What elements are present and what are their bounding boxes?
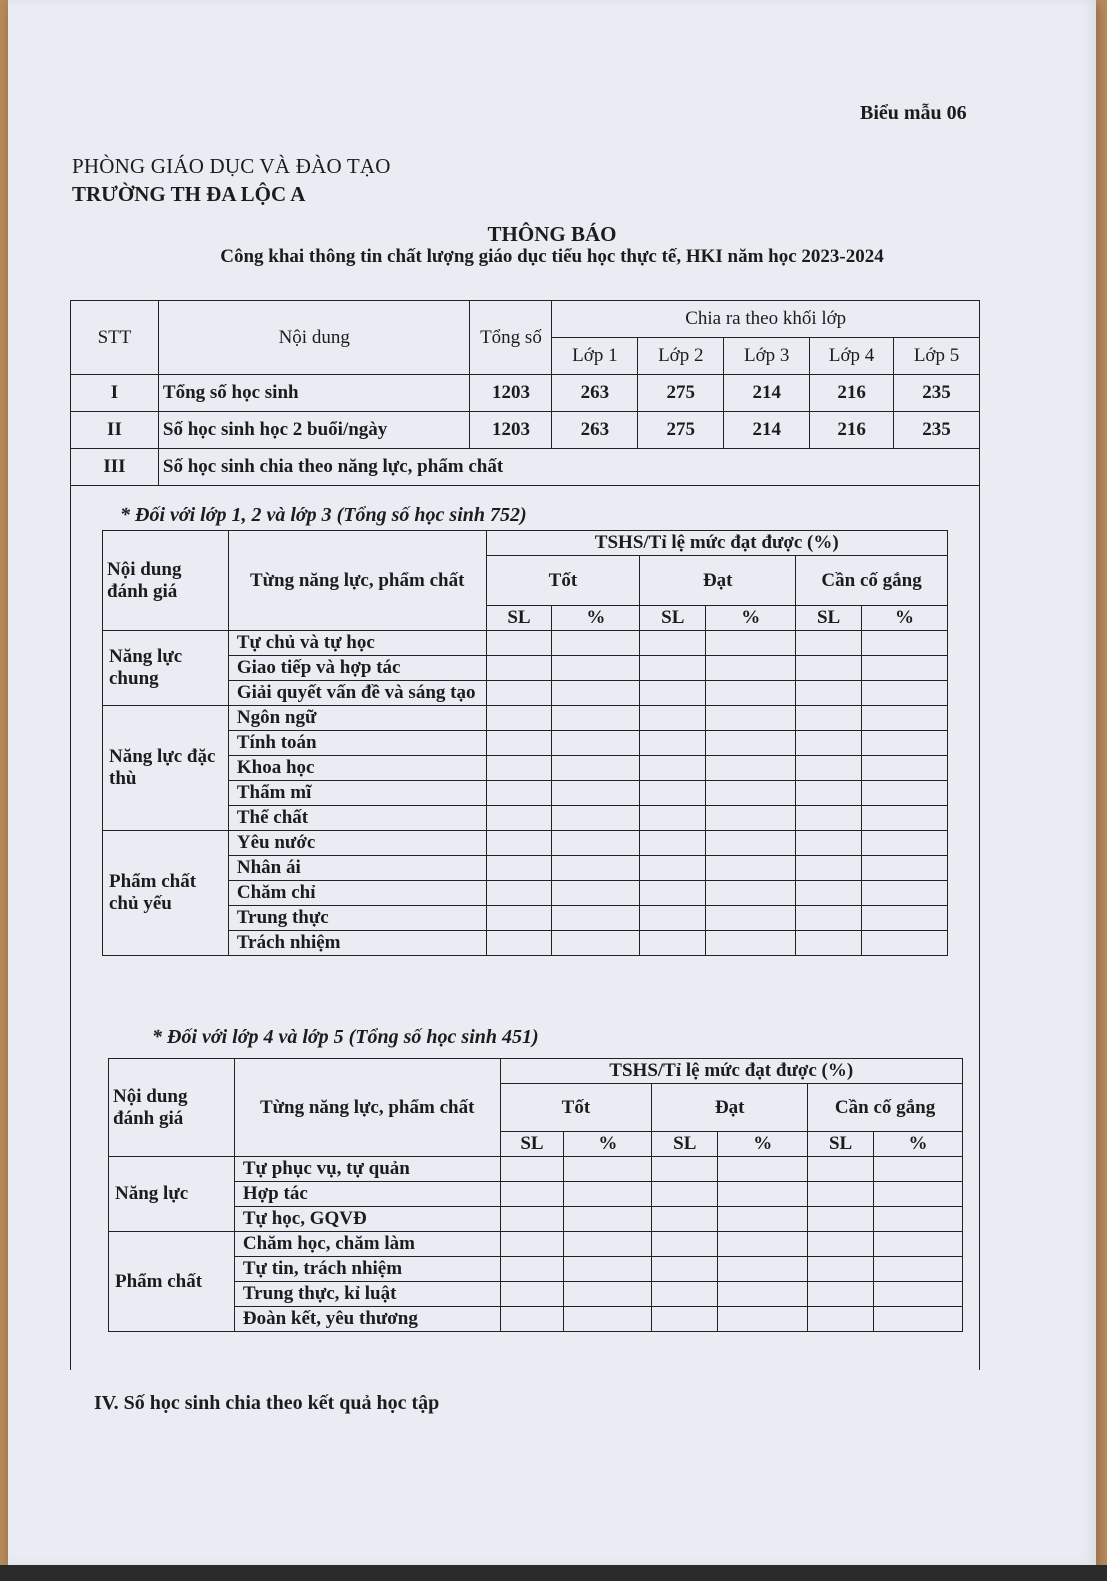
criterion-label: Trung thực, kỉ luật xyxy=(234,1282,500,1307)
criterion-label: Tự chủ và tự học xyxy=(228,631,486,656)
header-sl: SL xyxy=(486,606,552,631)
criterion-label: Chăm học, chăm làm xyxy=(234,1232,500,1257)
row-total: 1203 xyxy=(470,412,552,449)
header-grade: Lớp 5 xyxy=(894,338,980,375)
criterion-label: Thể chất xyxy=(228,806,486,831)
table-row xyxy=(109,1207,963,1232)
section-iv-heading: IV. Số học sinh chia theo kết quả học tập xyxy=(94,1392,440,1414)
row-label: Tổng số học sinh xyxy=(158,375,470,412)
row-value: 275 xyxy=(638,412,724,449)
criterion-label: Giao tiếp và hợp tác xyxy=(228,656,486,681)
row-value: 235 xyxy=(894,412,980,449)
header-sl: SL xyxy=(500,1132,564,1157)
row-value: 263 xyxy=(552,375,638,412)
table-row xyxy=(109,1282,963,1307)
criterion-label: Ngôn ngữ xyxy=(228,706,486,731)
header-sl: SL xyxy=(652,1132,718,1157)
table-row xyxy=(103,731,948,756)
table-row xyxy=(109,1232,963,1257)
row-stt: I xyxy=(71,375,159,412)
header-pct: % xyxy=(718,1132,808,1157)
criterion-label: Chăm chỉ xyxy=(228,881,486,906)
header-pct: % xyxy=(862,606,948,631)
table-row xyxy=(109,1257,963,1282)
row-value: 216 xyxy=(810,412,894,449)
header-criterion: Từng năng lực, phẩm chất xyxy=(234,1059,500,1157)
table-row xyxy=(103,831,948,856)
table-row xyxy=(71,375,980,412)
header-sl: SL xyxy=(796,606,862,631)
table-row xyxy=(103,706,948,731)
criterion-label: Nhân ái xyxy=(228,856,486,881)
criterion-label: Tự phục vụ, tự quản xyxy=(234,1157,500,1182)
header-level-pass: Đạt xyxy=(652,1084,808,1132)
header-grade: Lớp 4 xyxy=(810,338,894,375)
header-stt: STT xyxy=(71,301,159,375)
header-rate: TSHS/Tỉ lệ mức đạt được (%) xyxy=(486,531,947,556)
row-total: 1203 xyxy=(470,375,552,412)
group-name: Năng lực chung xyxy=(103,631,229,706)
header-pct: % xyxy=(564,1132,652,1157)
section-b-note: * Đối với lớp 4 và lớp 5 (Tổng số học sinh 451) xyxy=(152,1026,539,1048)
criterion-label: Khoa học xyxy=(228,756,486,781)
row-value: 214 xyxy=(724,375,810,412)
header-level-good: Tốt xyxy=(500,1084,652,1132)
table-row xyxy=(103,856,948,881)
school-name: TRƯỜNG TH ĐA LỘC A xyxy=(72,182,306,206)
header-pct: % xyxy=(874,1132,963,1157)
header-pct: % xyxy=(706,606,796,631)
table-row xyxy=(103,781,948,806)
table-row xyxy=(109,1157,963,1182)
header-content: Nội dung xyxy=(158,301,470,375)
header-sl: SL xyxy=(640,606,706,631)
row-value: 235 xyxy=(894,375,980,412)
criterion-label: Đoàn kết, yêu thương xyxy=(234,1307,500,1332)
document-title: THÔNG BÁO xyxy=(487,222,617,246)
criterion-label: Yêu nước xyxy=(228,831,486,856)
table-row xyxy=(103,906,948,931)
header-level-try: Cần cố gắng xyxy=(808,1084,963,1132)
header-grade: Lớp 3 xyxy=(724,338,810,375)
table-row xyxy=(103,806,948,831)
group-name: Phẩm chất chủ yếu xyxy=(103,831,229,956)
group-name: Năng lực đặc thù xyxy=(103,706,229,831)
row-value: 263 xyxy=(552,412,638,449)
row-stt: III xyxy=(71,449,159,486)
grades-4-5-table xyxy=(108,1058,963,1332)
row-value: 216 xyxy=(810,375,894,412)
department-name: PHÒNG GIÁO DỤC VÀ ĐÀO TẠO xyxy=(72,154,391,178)
row-value: 275 xyxy=(638,375,724,412)
header-area: Nội dung đánh giá xyxy=(103,531,229,631)
header-sl: SL xyxy=(808,1132,874,1157)
criterion-label: Hợp tác xyxy=(234,1182,500,1207)
criterion-label: Trung thực xyxy=(228,906,486,931)
header-level-try: Cần cố gắng xyxy=(796,556,948,606)
section-a-note: * Đối với lớp 1, 2 và lớp 3 (Tổng số học sinh 752) xyxy=(120,504,527,526)
header-grade: Lớp 1 xyxy=(552,338,638,375)
header-criterion: Từng năng lực, phẩm chất xyxy=(228,531,486,631)
criterion-label: Thẩm mĩ xyxy=(228,781,486,806)
table-row xyxy=(71,412,980,449)
group-name: Năng lực xyxy=(109,1157,235,1232)
table-row xyxy=(109,1182,963,1207)
criterion-label: Trách nhiệm xyxy=(228,931,486,956)
header-total: Tổng số xyxy=(470,301,552,375)
document-subtitle: Công khai thông tin chất lượng giáo dục tiểu học thực tế, HKI năm học 2023-2024 xyxy=(220,246,884,267)
header-pct: % xyxy=(552,606,640,631)
criterion-label: Tính toán xyxy=(228,731,486,756)
header-level-good: Tốt xyxy=(486,556,640,606)
row-stt: II xyxy=(71,412,159,449)
criterion-label: Giải quyết vấn đề và sáng tạo xyxy=(228,681,486,706)
document-page xyxy=(8,0,1096,1565)
table-row xyxy=(103,681,948,706)
table-row xyxy=(103,656,948,681)
group-name: Phẩm chất xyxy=(109,1232,235,1332)
row-label: Số học sinh học 2 buổi/ngày xyxy=(158,412,470,449)
row-value: 214 xyxy=(724,412,810,449)
table-row xyxy=(103,756,948,781)
table-row xyxy=(103,931,948,956)
header-grade: Lớp 2 xyxy=(638,338,724,375)
header-split: Chia ra theo khối lớp xyxy=(552,301,980,338)
header-rate: TSHS/Tỉ lệ mức đạt được (%) xyxy=(500,1059,962,1084)
criterion-label: Tự học, GQVĐ xyxy=(234,1207,500,1232)
table-row xyxy=(109,1307,963,1332)
table-row xyxy=(103,881,948,906)
header-area: Nội dung đánh giá xyxy=(109,1059,235,1157)
row-label: Số học sinh chia theo năng lực, phẩm chất xyxy=(158,449,979,486)
table-row xyxy=(103,631,948,656)
header-level-pass: Đạt xyxy=(640,556,796,606)
background-floor xyxy=(0,1565,1107,1581)
grades-1-3-table xyxy=(102,530,948,956)
summary-table xyxy=(70,300,980,486)
form-number: Biểu mẫu 06 xyxy=(860,102,967,124)
criterion-label: Tự tin, trách nhiệm xyxy=(234,1257,500,1282)
